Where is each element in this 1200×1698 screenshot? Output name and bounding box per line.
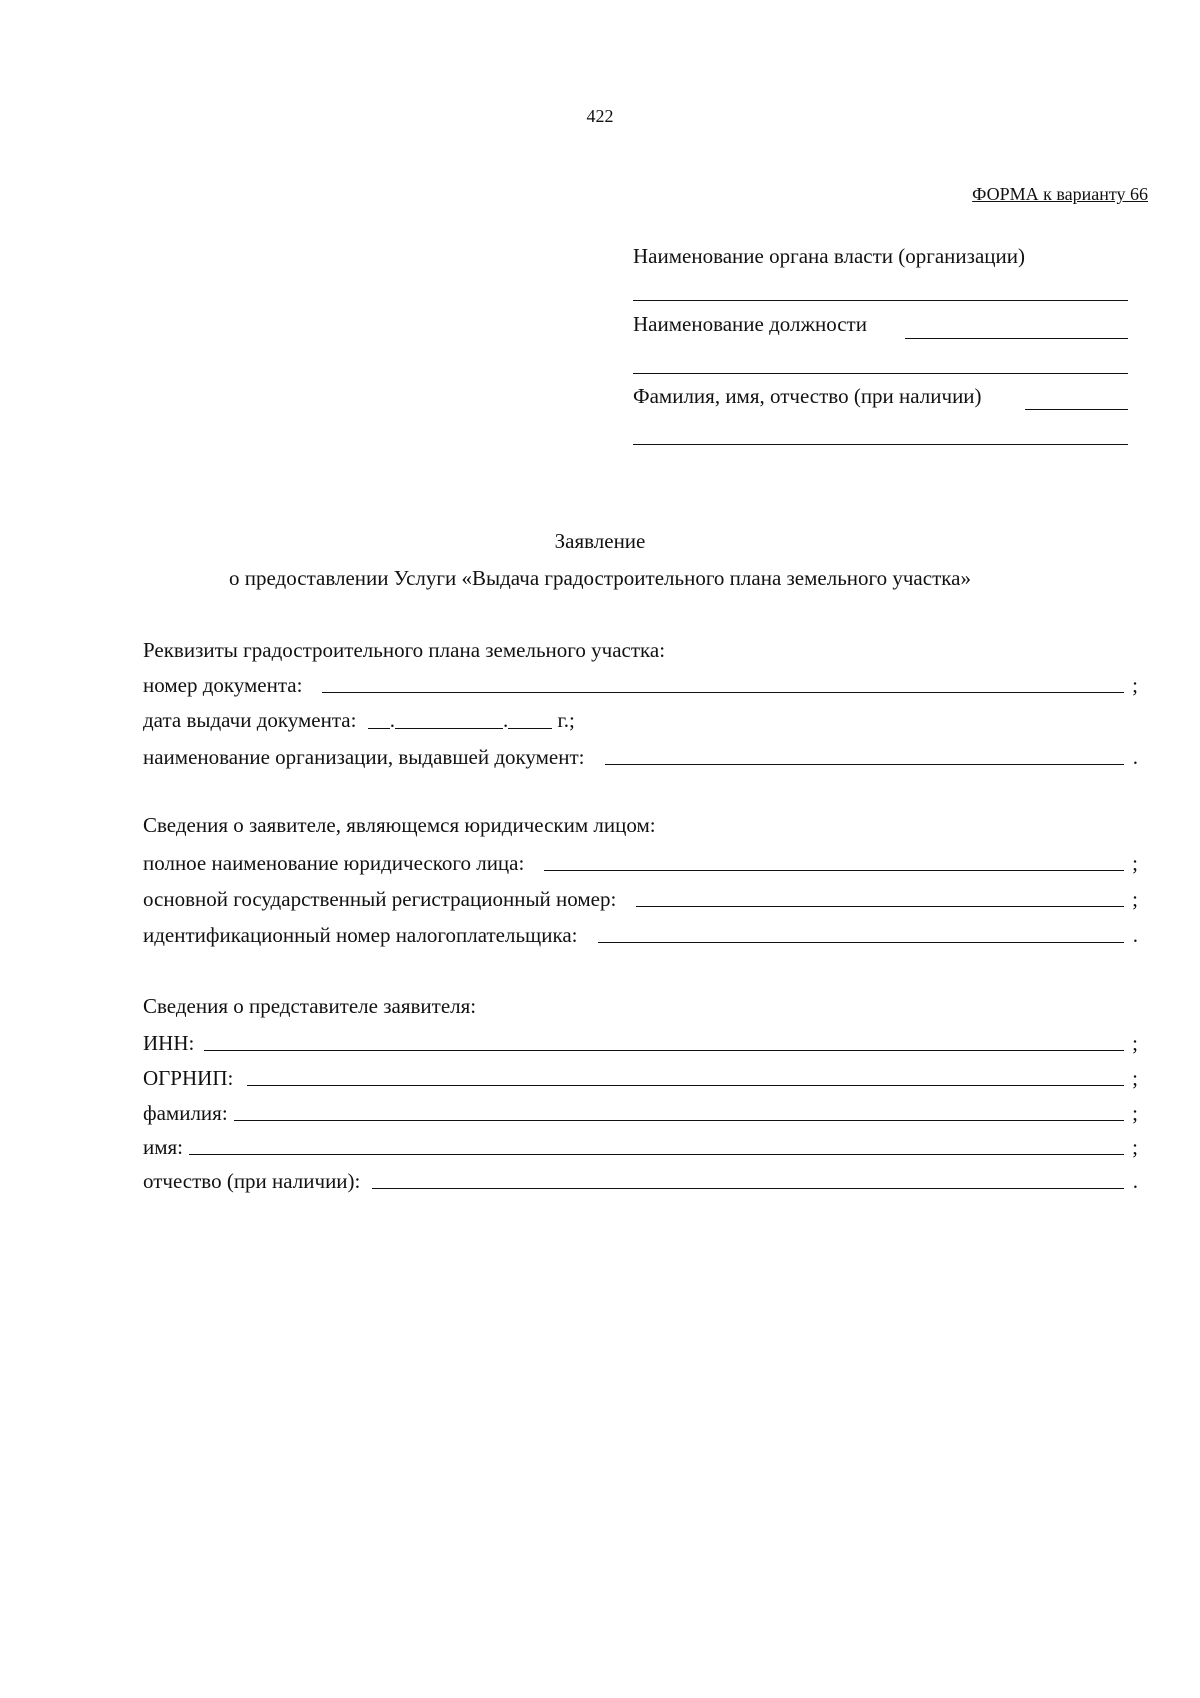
inn-legal-field[interactable]	[598, 942, 1124, 943]
ogrnip-row	[143, 1064, 1138, 1090]
name-field[interactable]	[189, 1154, 1124, 1155]
doc-number-label: номер документа:	[143, 673, 303, 697]
position-field[interactable]	[905, 338, 1128, 339]
fio-label: Фамилия, имя, отчество (при наличии)	[633, 384, 982, 408]
surname-field[interactable]	[234, 1120, 1124, 1121]
surname-label: фамилия:	[143, 1101, 228, 1125]
name-label: имя:	[143, 1135, 184, 1159]
ogrn-row	[143, 885, 1138, 911]
semicolon: ;	[1132, 1031, 1138, 1055]
applicant-legal-heading: Сведения о заявителе, являющемся юридическим лицом:	[143, 813, 656, 837]
authority-field[interactable]	[633, 300, 1128, 301]
full-name-row	[143, 849, 1138, 875]
semicolon: ;	[1132, 1101, 1138, 1125]
doc-number-field[interactable]	[322, 692, 1124, 693]
rep-inn-label: ИНН:	[143, 1031, 195, 1055]
patronymic-label: отчество (при наличии):	[143, 1169, 361, 1193]
issue-date-year-field[interactable]	[508, 728, 552, 729]
full-name-label: полное наименование юридического лица:	[143, 851, 525, 875]
plan-details-heading: Реквизиты градостроительного плана земельного участка:	[143, 638, 666, 662]
patronymic-field[interactable]	[372, 1188, 1124, 1189]
representative-heading: Сведения о представителе заявителя:	[143, 994, 477, 1018]
issue-date-row	[143, 708, 575, 733]
fio-field-continued[interactable]	[633, 444, 1128, 445]
issue-date-label: дата выдачи документа:	[143, 708, 357, 732]
document-title: Заявление	[554, 529, 646, 553]
semicolon: ;	[1132, 1066, 1138, 1090]
doc-number-row	[143, 671, 1138, 697]
semicolon: ;	[1132, 673, 1138, 697]
issuer-field[interactable]	[605, 764, 1125, 765]
rep-inn-row	[143, 1029, 1138, 1055]
inn-legal-row	[143, 921, 1138, 947]
ogrn-field[interactable]	[636, 906, 1124, 907]
ogrnip-field[interactable]	[247, 1085, 1124, 1086]
ogrn-label: основной государственный регистрационный номер:	[143, 887, 617, 911]
semicolon: ;	[1132, 1135, 1138, 1159]
authority-label: Наименование органа власти (организации)	[633, 244, 1025, 268]
period: .	[1132, 1169, 1138, 1193]
document-subtitle: о предоставлении Услуги «Выдача градостроительного плана земельного участка»	[229, 566, 971, 590]
period: .	[1132, 745, 1138, 769]
ogrnip-label: ОГРНИП:	[143, 1066, 234, 1090]
fio-field[interactable]	[1025, 409, 1128, 410]
patronymic-row	[143, 1167, 1138, 1193]
issue-date-suffix: г.;	[557, 708, 575, 732]
position-field-continued[interactable]	[633, 373, 1128, 374]
inn-legal-label: идентификационный номер налогоплательщика:	[143, 923, 578, 947]
issue-date-day-field[interactable]	[368, 728, 390, 729]
form-reference: ФОРМА к варианту 66	[972, 184, 1148, 204]
semicolon: ;	[1132, 851, 1138, 875]
name-row	[143, 1133, 1138, 1159]
date-separator: .	[389, 708, 395, 732]
issue-date-month-field[interactable]	[395, 728, 503, 729]
position-label: Наименование должности	[633, 312, 867, 336]
full-name-field[interactable]	[544, 870, 1124, 871]
date-separator: .	[502, 708, 509, 732]
page-number: 422	[586, 106, 614, 126]
surname-row	[143, 1099, 1138, 1125]
period: .	[1132, 923, 1138, 947]
issuer-label: наименование организации, выдавшей документ:	[143, 745, 585, 769]
rep-inn-field[interactable]	[204, 1050, 1124, 1051]
issuer-row	[143, 743, 1138, 769]
semicolon: ;	[1132, 887, 1138, 911]
